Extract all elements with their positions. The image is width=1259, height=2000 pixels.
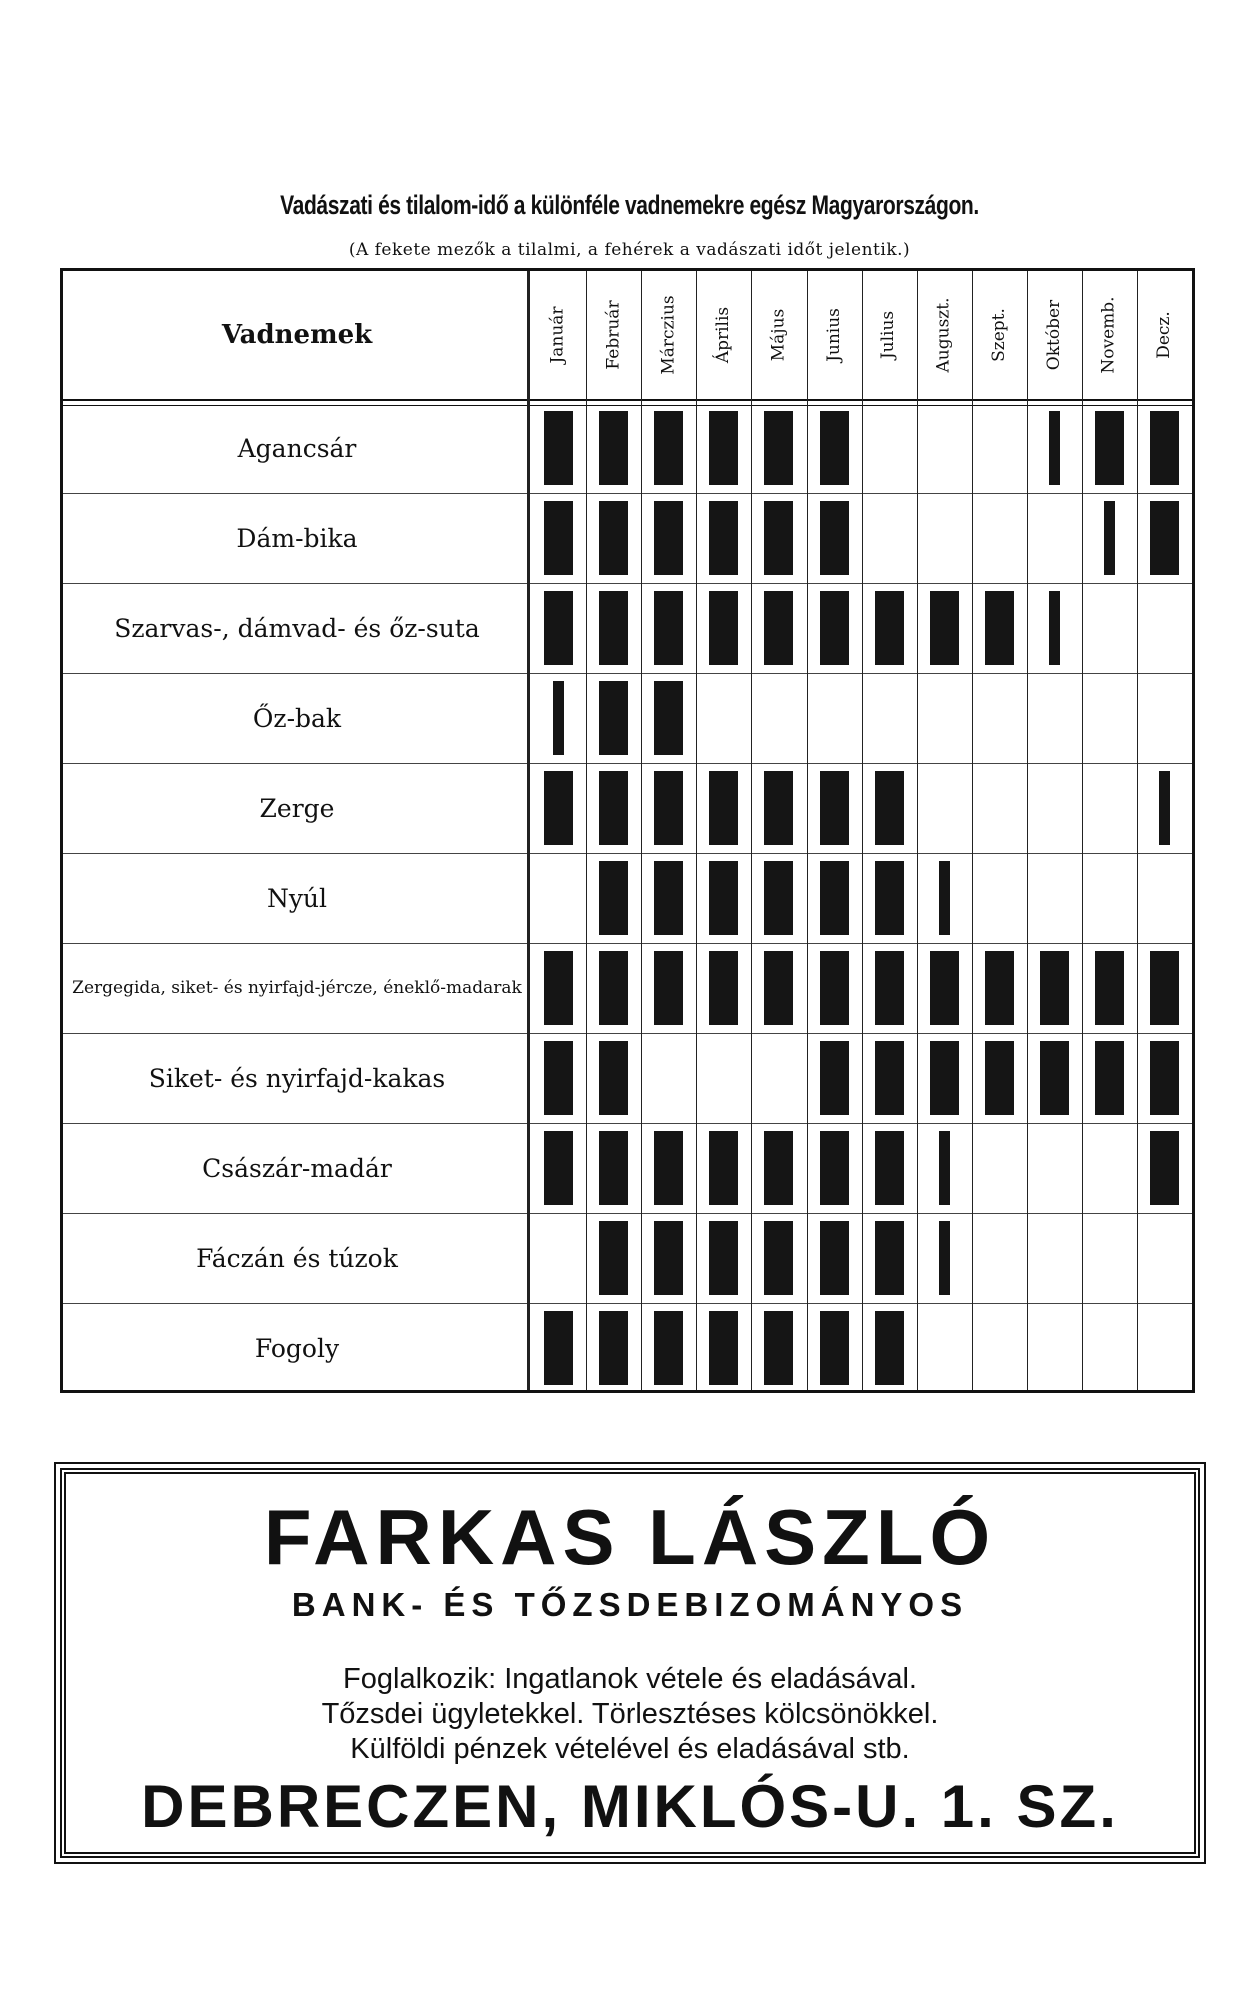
month-header (641, 279, 695, 391)
month-cell (586, 493, 641, 583)
month-cell (696, 853, 751, 943)
closed-season-mark (544, 1041, 573, 1115)
closed-season-mark (654, 591, 683, 665)
game-species: Zergegida, siket- és nyirfajd-jércze, éneklő-madarak (72, 977, 522, 998)
game-species: Császár-madár (202, 1153, 392, 1183)
month-cell (807, 493, 862, 583)
closed-season-mark (544, 1131, 573, 1205)
month-cell (696, 763, 751, 853)
table-row (63, 943, 1192, 1034)
month-cell (586, 763, 641, 853)
month-cell (1137, 1123, 1192, 1213)
closed-season-mark (875, 1041, 904, 1115)
month-cell (862, 1033, 917, 1123)
month-cell (862, 1213, 917, 1303)
month-cell (1082, 853, 1137, 943)
closed-season-mark (764, 771, 793, 845)
closed-season-mark (709, 1131, 738, 1205)
month-cell (531, 403, 586, 493)
month-cell (641, 763, 696, 853)
month-cell (917, 1123, 972, 1213)
month-cell (862, 1123, 917, 1213)
table-row (63, 1033, 1192, 1124)
month-cell (586, 1033, 641, 1123)
closed-season-mark (599, 1221, 628, 1295)
ad-line-1: Foglalkozik: Ingatlanok vétele és eladásával. (343, 1663, 917, 1695)
closed-season-mark (820, 861, 849, 935)
month-cell (862, 1303, 917, 1393)
closed-season-mark (709, 501, 738, 575)
game-species: Fáczán és túzok (196, 1243, 398, 1273)
month-cell (641, 853, 696, 943)
month-cell (917, 403, 972, 493)
month-cell (807, 1033, 862, 1123)
closed-season-mark (599, 591, 628, 665)
month-cell (1137, 493, 1192, 583)
month-cell (696, 1123, 751, 1213)
month-cell (972, 763, 1027, 853)
month-cell (751, 1033, 806, 1123)
month-cell (862, 673, 917, 763)
month-cell (696, 403, 751, 493)
month-cell (531, 943, 586, 1033)
month-cell (751, 1213, 806, 1303)
month-cell (751, 583, 806, 673)
month-cell (862, 763, 917, 853)
month-header (917, 279, 971, 391)
table-row (63, 493, 1192, 584)
column-divider (527, 271, 530, 1390)
month-label: Január (548, 306, 569, 364)
closed-season-mark (599, 1311, 628, 1385)
month-cell (1027, 763, 1082, 853)
column-divider (696, 271, 697, 1390)
month-cell (972, 1303, 1027, 1393)
month-cell (641, 673, 696, 763)
closed-season-mark (985, 1041, 1014, 1115)
closed-season-mark (930, 951, 959, 1025)
month-cell (972, 493, 1027, 583)
month-cell (531, 1033, 586, 1123)
month-header (807, 279, 861, 391)
month-cell (751, 763, 806, 853)
closed-season-mark (654, 951, 683, 1025)
month-cell (751, 673, 806, 763)
closed-season-mark (654, 501, 683, 575)
month-label: Április (713, 306, 734, 364)
month-cell (807, 763, 862, 853)
month-cell (917, 1213, 972, 1303)
month-cell (1082, 673, 1137, 763)
month-cell (807, 673, 862, 763)
month-cell (1137, 583, 1192, 673)
advertisement (60, 1468, 1200, 1858)
closed-season-mark (1150, 1131, 1179, 1205)
month-cell (1082, 1123, 1137, 1213)
closed-season-mark (1150, 411, 1179, 485)
table-row (63, 1213, 1192, 1304)
closed-season-mark (985, 951, 1014, 1025)
closed-season-mark (599, 1041, 628, 1115)
closed-season-mark (709, 1311, 738, 1385)
month-cell (1027, 673, 1082, 763)
column-divider (586, 271, 587, 1390)
month-cell (1027, 1213, 1082, 1303)
closed-season-mark (544, 501, 573, 575)
ad-line-3: Külföldi pénzek vételével és eladásával stb. (350, 1733, 910, 1765)
game-species: Nyúl (266, 883, 328, 913)
month-cell (807, 583, 862, 673)
table-row (63, 673, 1192, 764)
month-cell (751, 403, 806, 493)
closed-season-mark (875, 1131, 904, 1205)
month-header (531, 279, 585, 391)
ad-company-type: BANK- ÉS TŐZSDEBIZOMÁNYOS (291, 1586, 969, 1623)
month-cell (586, 403, 641, 493)
closed-season-mark (820, 1311, 849, 1385)
page-title: Vadászati és tilalom-idő a különféle vadnemekre egész Magyarországon. (280, 190, 979, 220)
month-cell (862, 943, 917, 1033)
month-cell (641, 403, 696, 493)
month-cell (531, 1123, 586, 1213)
month-cell (641, 493, 696, 583)
month-cell (696, 943, 751, 1033)
closed-season-mark (1150, 951, 1179, 1025)
month-cell (641, 1213, 696, 1303)
month-cell (1027, 493, 1082, 583)
game-species: Dám-bika (236, 523, 358, 553)
closed-season-mark (654, 681, 683, 755)
month-label: Szept. (988, 308, 1009, 362)
month-cell (751, 493, 806, 583)
closed-season-mark (939, 1131, 950, 1205)
month-cell (1137, 1033, 1192, 1123)
month-cell (586, 673, 641, 763)
month-cell (862, 853, 917, 943)
month-cell (917, 583, 972, 673)
ad-address: DEBRECZEN, MIKLÓS-U. 1. SZ. (141, 1773, 1119, 1840)
month-cell (807, 1213, 862, 1303)
table-row (63, 763, 1192, 854)
month-label: Julius (878, 310, 899, 360)
month-cell (807, 1303, 862, 1393)
closed-season-mark (930, 1041, 959, 1115)
month-cell (531, 1213, 586, 1303)
closed-season-mark (930, 591, 959, 665)
month-cell (972, 853, 1027, 943)
closed-season-mark (764, 1311, 793, 1385)
game-species: Fogoly (254, 1333, 340, 1363)
month-cell (696, 1213, 751, 1303)
column-divider (807, 271, 808, 1390)
month-cell (1082, 403, 1137, 493)
month-cell (917, 673, 972, 763)
table-row (63, 583, 1192, 674)
closed-season-mark (820, 1131, 849, 1205)
ad-services (66, 1662, 1194, 1767)
month-cell (696, 493, 751, 583)
month-cell (696, 1033, 751, 1123)
month-cell (1082, 493, 1137, 583)
closed-season-mark (939, 1221, 950, 1295)
month-cell (972, 1033, 1027, 1123)
month-cell (917, 493, 972, 583)
closed-season-mark (764, 501, 793, 575)
header-label: Vadnemek (221, 320, 373, 350)
column-divider (972, 271, 973, 1390)
closed-season-mark (939, 861, 950, 935)
closed-season-mark (544, 591, 573, 665)
closed-season-mark (544, 1311, 573, 1385)
game-species: Siket- és nyirfajd-kakas (148, 1063, 446, 1093)
game-species: Agancsár (237, 433, 357, 463)
month-cell (1137, 1213, 1192, 1303)
month-label: Október (1043, 299, 1064, 371)
month-cell (862, 583, 917, 673)
closed-season-mark (764, 1131, 793, 1205)
month-cell (696, 583, 751, 673)
month-cell (807, 853, 862, 943)
month-cell (531, 583, 586, 673)
closed-season-mark (553, 681, 564, 755)
column-divider (641, 271, 642, 1390)
month-cell (972, 583, 1027, 673)
hunting-season-table (60, 268, 1195, 1393)
closed-season-mark (820, 771, 849, 845)
table-row (63, 403, 1192, 494)
month-cell (807, 1123, 862, 1213)
closed-season-mark (709, 861, 738, 935)
column-divider (1027, 271, 1028, 1390)
month-cell (1082, 763, 1137, 853)
closed-season-mark (599, 771, 628, 845)
closed-season-mark (875, 591, 904, 665)
closed-season-mark (544, 771, 573, 845)
month-cell (531, 853, 586, 943)
month-cell (917, 853, 972, 943)
closed-season-mark (654, 771, 683, 845)
month-cell (1027, 1123, 1082, 1213)
closed-season-mark (820, 1221, 849, 1295)
closed-season-mark (820, 591, 849, 665)
month-header (1027, 279, 1081, 391)
closed-season-mark (654, 861, 683, 935)
table-row (63, 1303, 1192, 1393)
page-subtitle: (A fekete mezők a tilalmi, a fehérek a vadászati időt jelentik.) (348, 240, 911, 260)
closed-season-mark (875, 1311, 904, 1385)
closed-season-mark (544, 951, 573, 1025)
month-header (586, 279, 640, 391)
closed-season-mark (1040, 1041, 1069, 1115)
month-cell (1082, 583, 1137, 673)
month-cell (1027, 853, 1082, 943)
closed-season-mark (875, 1221, 904, 1295)
month-cell (751, 1123, 806, 1213)
column-divider (862, 271, 863, 1390)
closed-season-mark (820, 1041, 849, 1115)
month-cell (917, 943, 972, 1033)
month-cell (1027, 583, 1082, 673)
month-cell (1137, 1303, 1192, 1393)
month-label: Február (603, 300, 624, 370)
month-header (1082, 279, 1136, 391)
month-cell (917, 1303, 972, 1393)
month-cell (586, 1213, 641, 1303)
month-cell (586, 1303, 641, 1393)
closed-season-mark (1095, 951, 1124, 1025)
month-cell (1137, 673, 1192, 763)
closed-season-mark (875, 771, 904, 845)
closed-season-mark (599, 501, 628, 575)
table-row (63, 853, 1192, 944)
month-cell (586, 943, 641, 1033)
closed-season-mark (709, 951, 738, 1025)
closed-season-mark (599, 681, 628, 755)
game-species: Zerge (259, 793, 335, 823)
closed-season-mark (544, 411, 573, 485)
month-cell (586, 1123, 641, 1213)
month-cell (807, 403, 862, 493)
month-cell (807, 943, 862, 1033)
month-cell (531, 1303, 586, 1393)
month-label: Auguszt. (933, 297, 954, 373)
closed-season-mark (1159, 771, 1170, 845)
table-row (63, 1123, 1192, 1214)
closed-season-mark (1049, 591, 1060, 665)
month-cell (696, 673, 751, 763)
month-cell (862, 403, 917, 493)
closed-season-mark (764, 411, 793, 485)
month-cell (1082, 1213, 1137, 1303)
closed-season-mark (1049, 411, 1060, 485)
closed-season-mark (1150, 501, 1179, 575)
month-cell (1137, 853, 1192, 943)
month-label: Márczius (658, 295, 679, 375)
month-header (696, 279, 750, 391)
month-cell (972, 1123, 1027, 1213)
month-cell (972, 403, 1027, 493)
closed-season-mark (820, 501, 849, 575)
month-cell (586, 853, 641, 943)
month-cell (1027, 403, 1082, 493)
closed-season-mark (654, 411, 683, 485)
month-label: Junius (823, 308, 844, 362)
month-cell (1137, 943, 1192, 1033)
month-cell (531, 763, 586, 853)
game-species: Szarvas-, dámvad- és őz-suta (114, 613, 480, 643)
month-cell (1082, 1303, 1137, 1393)
month-cell (972, 943, 1027, 1033)
column-divider (1137, 271, 1138, 1390)
month-cell (972, 673, 1027, 763)
month-cell (751, 853, 806, 943)
month-cell (1137, 403, 1192, 493)
month-cell (531, 493, 586, 583)
month-header (972, 279, 1026, 391)
month-cell (751, 1303, 806, 1393)
month-cell (917, 1033, 972, 1123)
closed-season-mark (764, 591, 793, 665)
closed-season-mark (709, 591, 738, 665)
closed-season-mark (1040, 951, 1069, 1025)
month-cell (862, 493, 917, 583)
month-cell (1027, 943, 1082, 1033)
closed-season-mark (599, 1131, 628, 1205)
month-cell (586, 583, 641, 673)
month-cell (1027, 1303, 1082, 1393)
game-species: Őz-bak (252, 703, 342, 733)
closed-season-mark (1095, 411, 1124, 485)
month-cell (641, 1123, 696, 1213)
month-label: Novemb. (1099, 296, 1119, 374)
closed-season-mark (654, 1311, 683, 1385)
month-cell (641, 943, 696, 1033)
closed-season-mark (599, 861, 628, 935)
month-cell (641, 1033, 696, 1123)
month-cell (1137, 763, 1192, 853)
closed-season-mark (599, 411, 628, 485)
closed-season-mark (820, 411, 849, 485)
closed-season-mark (709, 411, 738, 485)
ad-company-name: FARKAS LÁSZLÓ (263, 1493, 997, 1581)
month-header (751, 279, 805, 391)
month-cell (696, 1303, 751, 1393)
closed-season-mark (709, 1221, 738, 1295)
ad-line-2: Tőzsdei ügyletekkel. Törlesztéses kölcsönökkel. (321, 1698, 939, 1730)
month-cell (531, 673, 586, 763)
closed-season-mark (1150, 1041, 1179, 1115)
month-cell (1027, 1033, 1082, 1123)
closed-season-mark (599, 951, 628, 1025)
month-cell (972, 1213, 1027, 1303)
month-cell (1082, 943, 1137, 1033)
month-label: Decz. (1154, 311, 1175, 359)
month-cell (1082, 1033, 1137, 1123)
month-label: Május (768, 308, 789, 362)
closed-season-mark (985, 591, 1014, 665)
closed-season-mark (875, 861, 904, 935)
column-divider (751, 271, 752, 1390)
month-cell (641, 1303, 696, 1393)
closed-season-mark (764, 861, 793, 935)
closed-season-mark (764, 951, 793, 1025)
month-header (1137, 279, 1191, 391)
closed-season-mark (764, 1221, 793, 1295)
closed-season-mark (1104, 501, 1115, 575)
month-cell (751, 943, 806, 1033)
month-header (862, 279, 916, 391)
column-divider (1082, 271, 1083, 1390)
month-cell (917, 763, 972, 853)
month-cell (641, 583, 696, 673)
column-divider (917, 271, 918, 1390)
closed-season-mark (820, 951, 849, 1025)
closed-season-mark (875, 951, 904, 1025)
closed-season-mark (654, 1221, 683, 1295)
closed-season-mark (1095, 1041, 1124, 1115)
closed-season-mark (709, 771, 738, 845)
closed-season-mark (654, 1131, 683, 1205)
